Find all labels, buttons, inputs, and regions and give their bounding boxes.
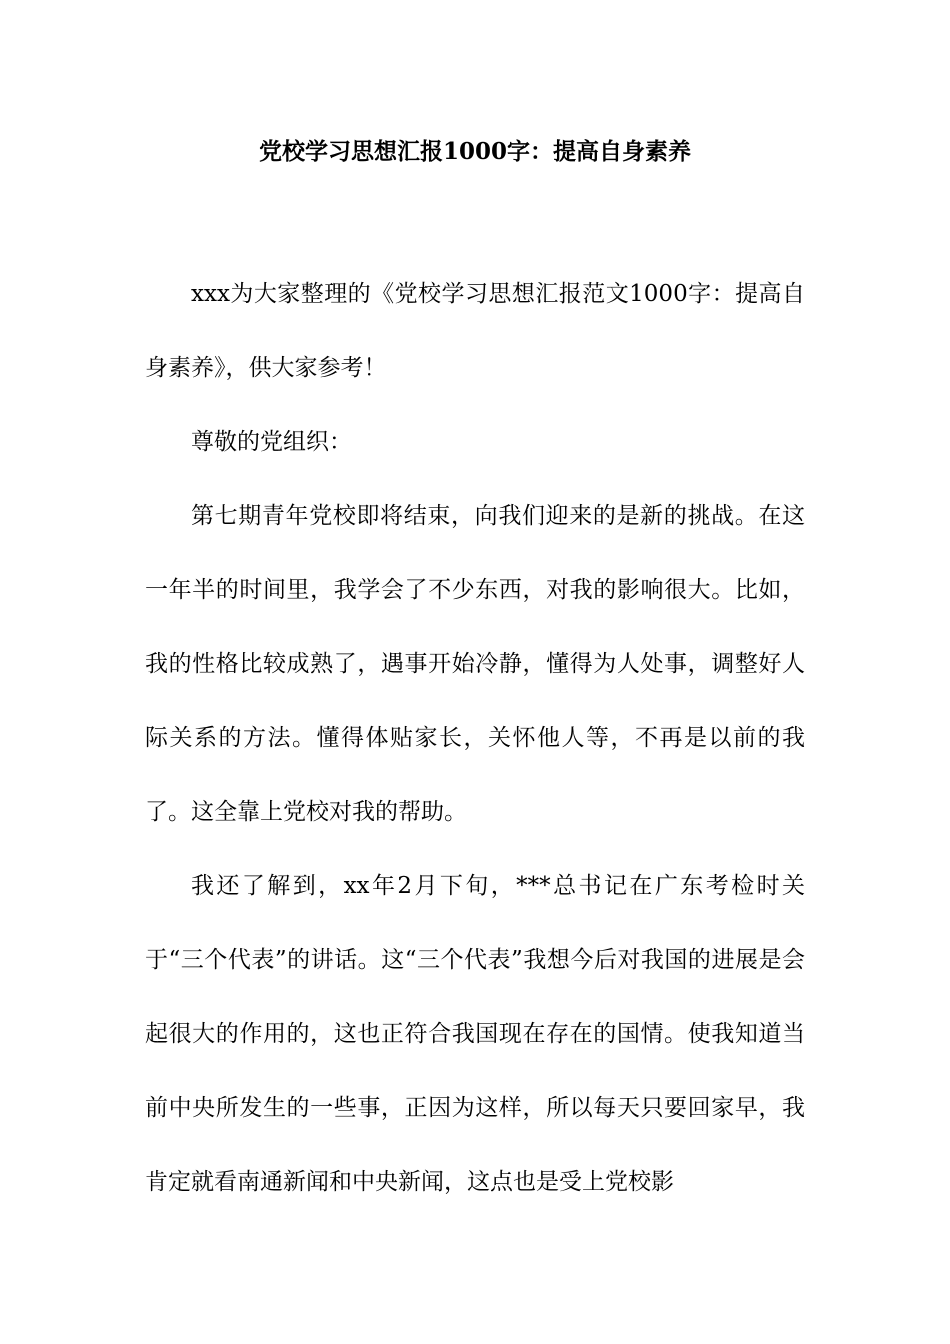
document-title: 党校学习思想汇报1000字：提高自身素养: [258, 138, 691, 165]
paragraph-reflection: 第七期青年党校即将结束，向我们迎来的是新的挑战。在这一年半的时间里，我学会了不少东西，对我的影响很大。比如，我的性格比较成熟了，遇事开始冷静，懂得为人处事，调整好人际关系的方法。懂得体贴家长，关怀他人等，不再是以前的我了。这全靠上党校对我的帮助。: [145, 503, 805, 825]
paragraph-three-represents: 我还了解到，xx年2月下旬，***总书记在广东考检时关于“三个代表”的讲话。这“三个代表”我想今后对我国的进展是会起很大的作用的，这也正符合我国现在存在的国情。使我知道当前中央所发生的一些事，正因为这样，所以每天只要回家早，我肯定就看南通新闻和中央新闻，这点也是受上党校影: [145, 873, 805, 1195]
paragraph-intro: xxx为大家整理的《党校学习思想汇报范文1000字：提高自身素养》，供大家参考！: [145, 281, 805, 381]
document-body: [145, 257, 805, 1219]
paragraph-salutation: 尊敬的党组织：: [191, 429, 352, 455]
